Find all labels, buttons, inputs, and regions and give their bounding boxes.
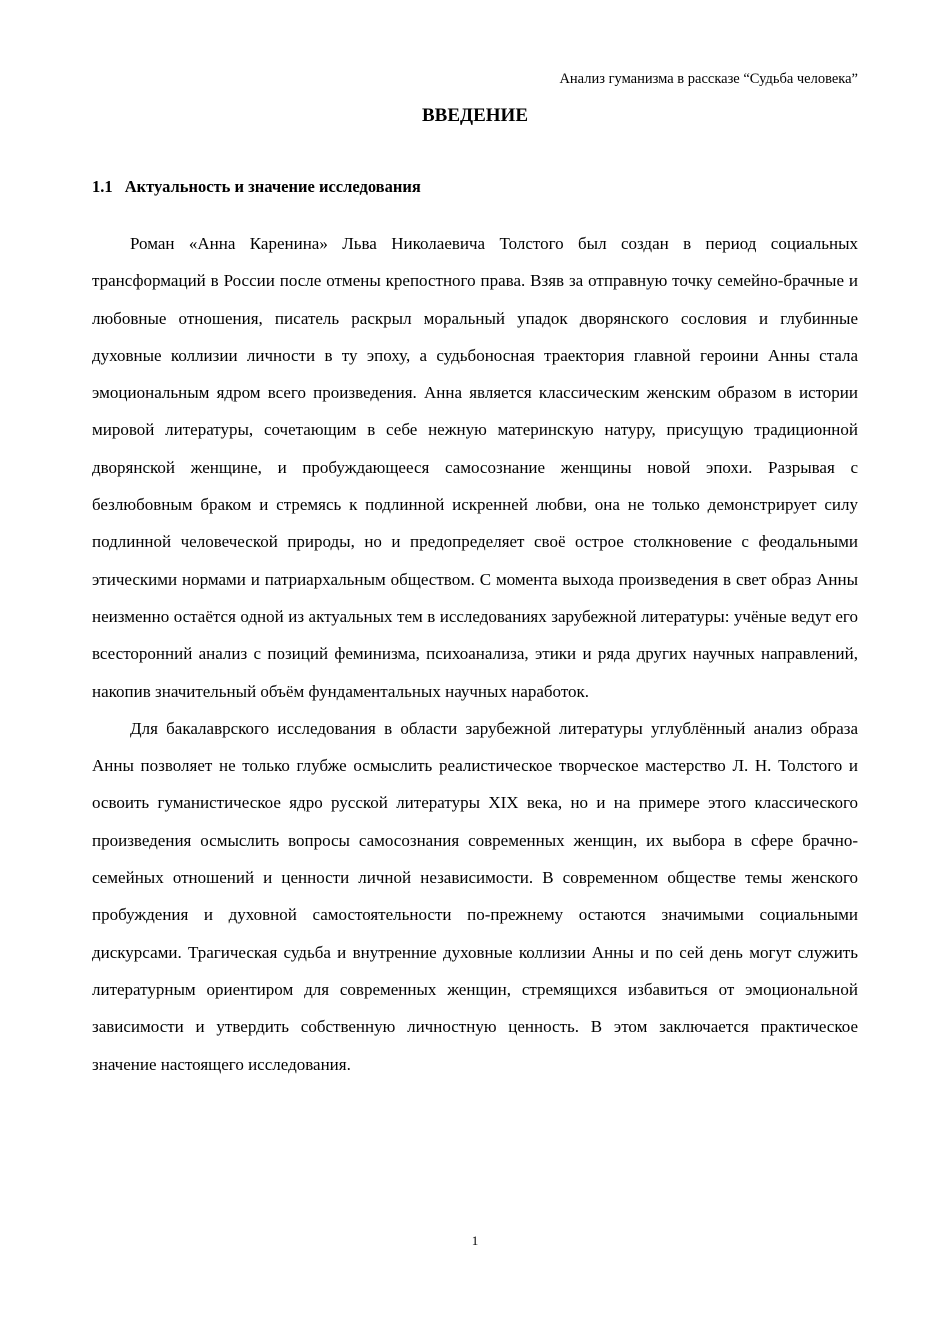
paragraph: Роман «Анна Каренина» Льва Николаевича Толстого был создан в период социальных трансформаций в России после отмены крепостного права. Взяв за отправную точку семейно-брачные и любовные отношения, писатель раскрыл моральный упадок дворянского сословия и глубинные духовные коллизии личности в ту эпоху, а судьбоносная траектория главной героини Анны стала эмоциональным ядром всего произведения. Анна является классическим женским образом в истории мировой литературы, сочетающим в себе нежную материнскую натуру, присущую традиционной дворянской женщине, и пробуждающееся самосознание женщины новой эпохи. Разрывая с безлюбовным браком и стремясь к подлинной искренней любви, она не только демонстрирует силу подлинной человеческой природы, но и предопределяет своё острое столкновение с феодальными этическими нормами и патриархальным обществом. С момента выхода произведения в свет образ Анны неизменно остаётся одной из актуальных тем в исследованиях зарубежной литературы: учёные ведут его всесторонний анализ с позиций феминизма, психоанализа, этики и ряда других научных направлений, накопив значительный объём фундаментальных научных наработок. — [92, 234, 858, 701]
chapter-title: ВВЕДЕНИЕ — [422, 105, 528, 126]
section-heading — [92, 177, 421, 197]
body-text — [92, 225, 858, 1083]
running-header: Анализ гуманизма в рассказе “Судьба человека” — [559, 71, 858, 87]
section-title: Актуальность и значение исследования — [124, 177, 421, 196]
paragraph: Для бакалаврского исследования в области зарубежной литературы углублённый анализ образа Анны позволяет не только глубже осмыслить реалистическое творческое мастерство Л. Н. Толстого и освоить гуманистическое ядро русской литературы XIX века, но и на примере этого классического произведения осмыслить вопросы самосознания современных женщин, их выбора в сфере брачно-семейных отношений и ценности личной независимости. В современном обществе темы женского пробуждения и духовной самостоятельности по-прежнему остаются значимыми социальными дискурсами. Трагическая судьба и внутренние духовные коллизии Анны и по сей день могут служить литературным ориентиром для современных женщин, стремящихся избавиться от эмоциональной зависимости и утвердить собственную личностную ценность. В этом заключается практическое значение настоящего исследования. — [92, 718, 858, 1074]
page-number: 1 — [471, 1233, 479, 1248]
section-number: 1.1 — [92, 177, 113, 196]
